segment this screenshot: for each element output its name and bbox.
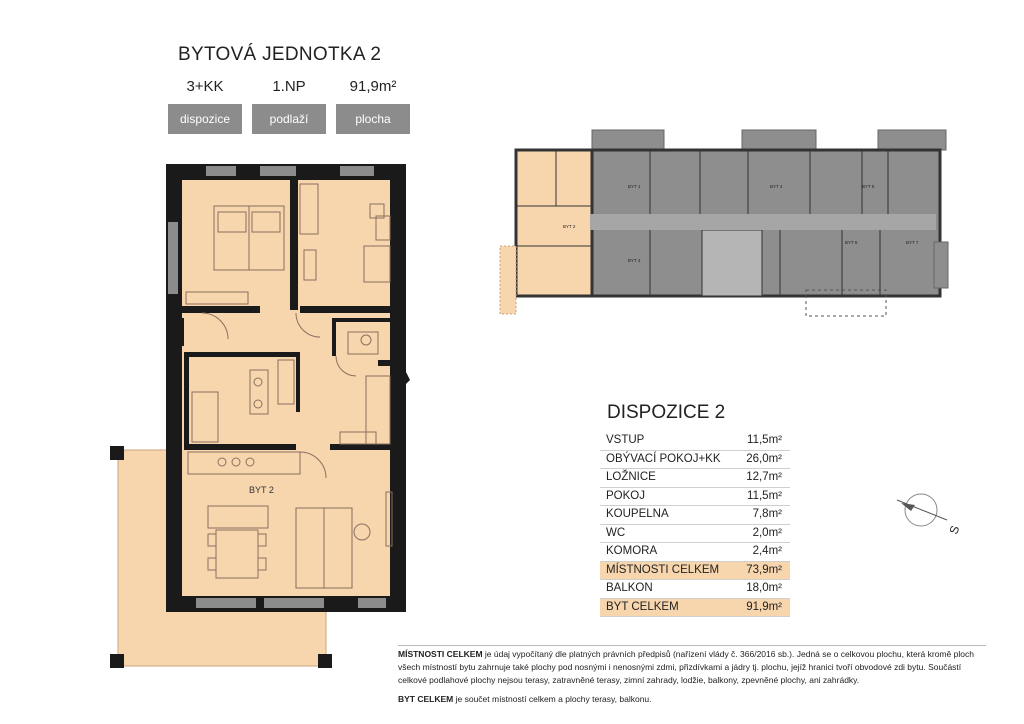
disposition-row [600,451,790,470]
svg-text:BYT 5: BYT 5 [862,184,875,189]
compass-icon [893,490,973,540]
room-area: 91,9m² [746,600,782,613]
disposition-row [600,506,790,525]
svg-text:BYT 3: BYT 3 [628,258,641,263]
disposition-row [600,562,790,581]
unit-label: BYT 2 [249,485,274,495]
stat-floor-label: podlaží [252,104,326,134]
notes-divider [398,645,986,646]
compass-label: S [946,523,963,537]
room-area: 2,0m² [752,526,782,539]
svg-text:BYT 2: BYT 2 [563,224,576,229]
disposition-row [600,599,790,618]
stat-area-label: plocha [336,104,410,134]
svg-text:BYT 6: BYT 6 [845,240,858,245]
room-name: KOMORA [606,545,658,557]
disposition-row [600,432,790,451]
room-name: WC [606,526,626,539]
svg-text:BYT 4: BYT 4 [770,184,783,189]
room-area: 26,0m² [746,452,782,465]
svg-text:BYT 1: BYT 1 [628,184,641,189]
room-name: VSTUP [606,434,645,446]
room-name: BALKON [606,582,653,594]
room-area: 73,9m² [746,563,782,576]
apartment-floor [180,178,396,596]
building-overview [500,130,948,316]
room-area: 2,4m² [752,545,782,557]
note-rooms-total: MÍSTNOSTI CELKEM je údaj vypočítaný dle platných právních předpisů (nařízení vlády č. 366/2016 sb.). Jedná se o celkovou plochu, která kromě ploch všech místností bytu zahrnuje také plochy pod nosnými i nenosnými zdmi, přizdívkami a jádry tj. plochu, jejíž hranici tvoří obvodové zdi bytu. Součástí celkové podlahové plochy nejsou terasy, zatravněné terasy, zimní zahrady, lodžie, balkony, zpevněné plochy, ani zahrádky. [398,649,974,685]
room-area: 18,0m² [746,582,782,594]
overview-byt-2 [516,150,592,296]
stat-disposition-value: 3+KK [186,78,224,95]
disposition-row [600,580,790,599]
room-name: KOUPELNA [606,508,669,520]
stat-floor-value: 1.NP [272,78,306,95]
disposition-row [600,543,790,562]
room-name: MÍSTNOSTI CELKEM [606,563,720,576]
disposition-title: DISPOZICE 2 [607,402,726,423]
unit-title: BYTOVÁ JEDNOTKA 2 [178,44,382,65]
room-area: 11,5m² [747,434,782,446]
area-notes [398,648,988,706]
disposition-table [600,432,790,617]
room-name: OBÝVACÍ POKOJ+KK [606,452,721,465]
room-area: 7,8m² [752,508,782,520]
stat-area-value: 91,9m² [349,78,397,95]
room-name: BYT CELKEM [606,600,679,613]
room-name: LOŽNICE [606,471,656,483]
room-area: 12,7m² [746,471,782,483]
room-area: 11,5m² [747,489,782,502]
stat-disposition-label: dispozice [168,104,242,134]
note-apartment-total: BYT CELKEM je součet místností celkem a plochy terasy, balkonu. [398,694,652,704]
disposition-row [600,525,790,544]
room-name: POKOJ [606,489,645,502]
disposition-row [600,488,790,507]
svg-text:BYT 7: BYT 7 [906,240,919,245]
disposition-row [600,469,790,488]
